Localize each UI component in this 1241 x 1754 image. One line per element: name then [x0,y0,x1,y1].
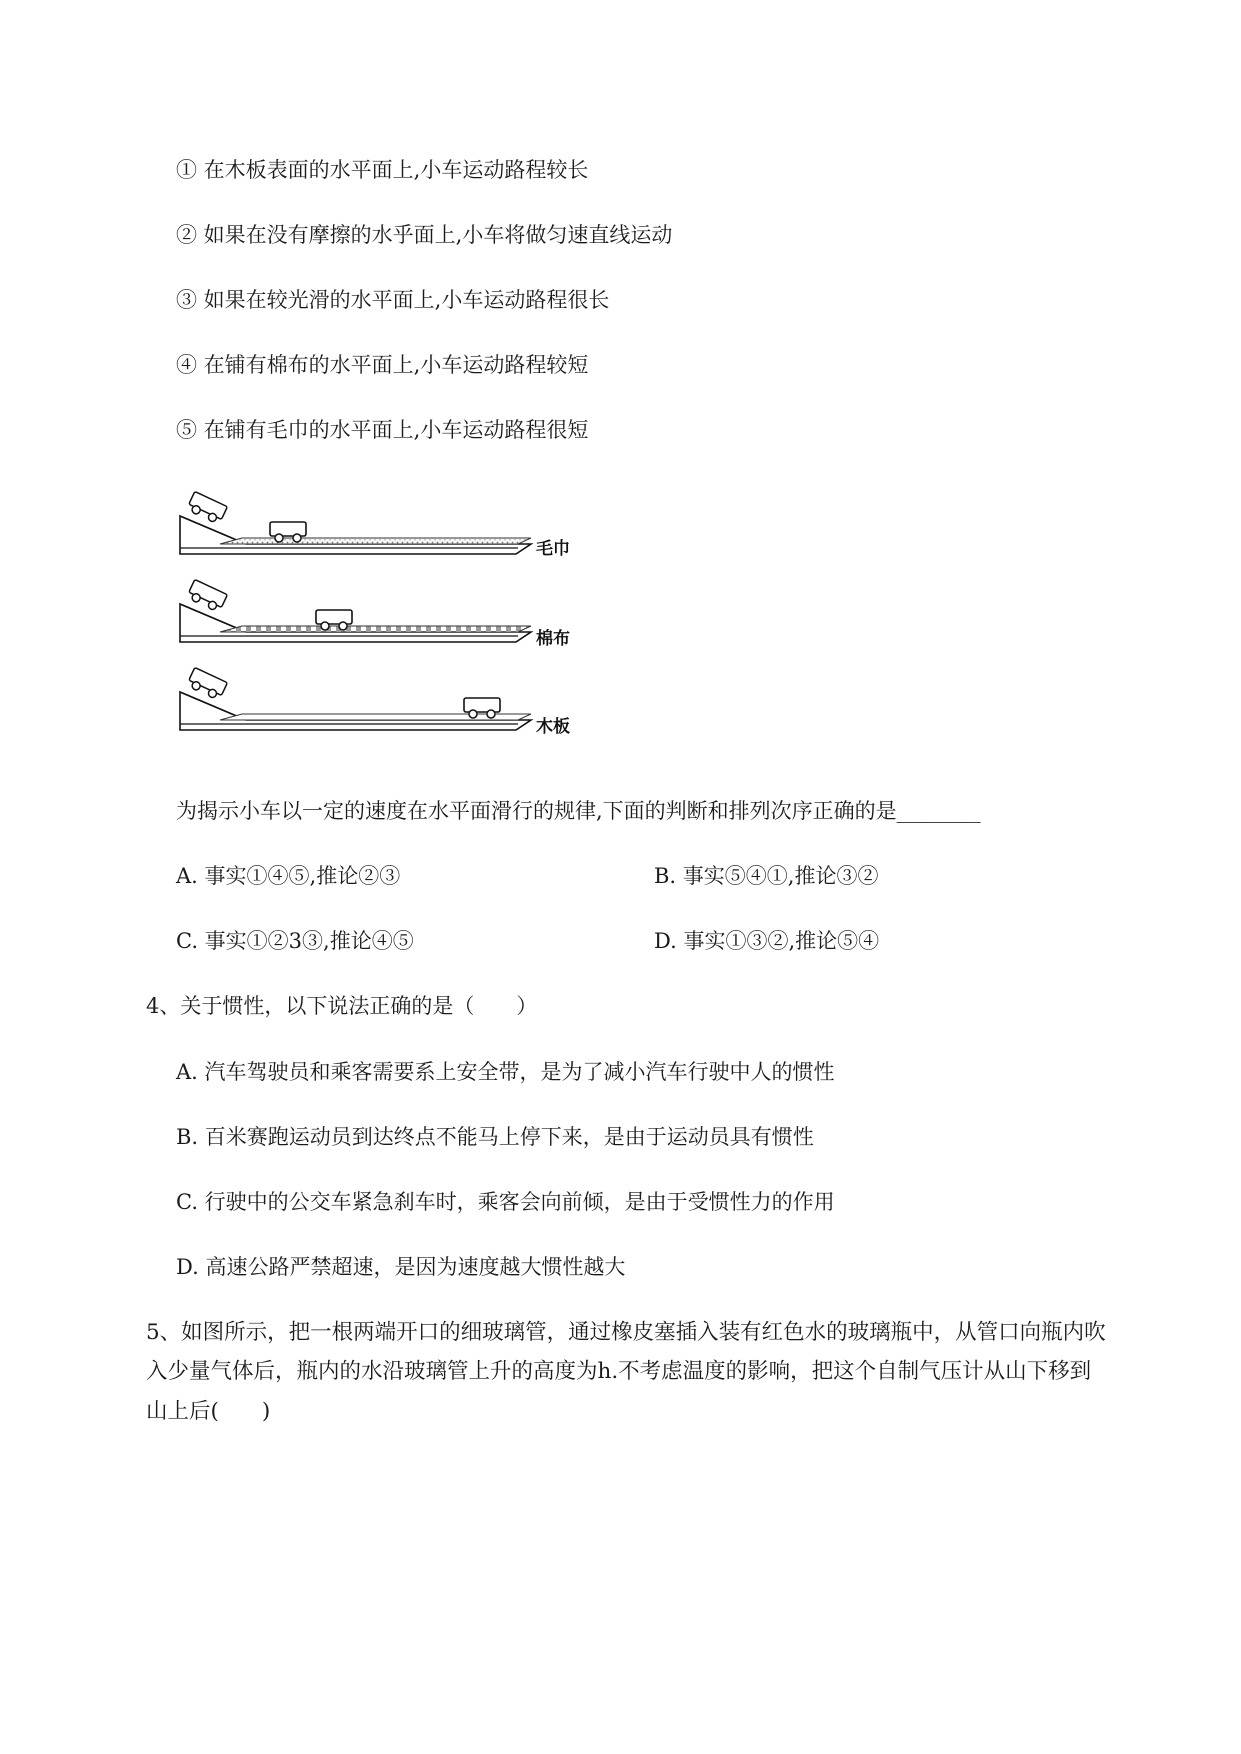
label-cloth: 棉布 [536,629,570,649]
q5-line-1: 5、如图所示，把一根两端开口的细玻璃管，通过橡皮塞插入装有红色水的玻璃瓶中，从管口向瓶内吹 [146,1320,1106,1345]
cart-on-slope [186,491,227,524]
q3-option-a: A. 事实①④⑤,推论②③ [176,864,401,888]
q4-option-a: A. 汽车驾驶员和乘客需要系上安全带，是为了减小汽车行驶中人的惯性 [176,1060,835,1084]
track-board [180,667,570,737]
statement-2: ② 如果在没有摩擦的水乎面上,小车将做匀速直线运动 [176,223,673,247]
cart-on-slope [186,579,227,612]
q5-line-3: 山上后( ) [146,1399,271,1424]
q3-prompt: 为揭示小车以一定的速度在水平面滑行的规律,下面的判断和排列次序正确的是________ [176,799,981,823]
experiment-figure [176,486,596,764]
q4-option-d: D. 高速公路严禁超速，是因为速度越大惯性越大 [176,1255,626,1279]
label-towel: 毛巾 [536,539,570,559]
track-cloth [180,579,570,649]
track-towel [180,491,570,559]
label-board: 木板 [536,717,570,737]
statement-3: ③ 如果在较光滑的水平面上,小车运动路程很长 [176,288,610,312]
q5-line-2: 入少量气体后，瓶内的水沿玻璃管上升的高度为h.不考虑温度的影响，把这个自制气压计从山下移到 [146,1359,1092,1384]
cart-on-slope [186,667,227,700]
statement-1: ① 在木板表面的水平面上,小车运动路程较长 [176,158,589,182]
q3-option-c: C. 事实①②3③,推论④⑤ [176,929,414,953]
q4-option-b: B. 百米赛跑运动员到达终点不能马上停下来，是由于运动员具有惯性 [176,1125,814,1149]
q4-option-c: C. 行驶中的公交车紧急刹车时，乘客会向前倾，是由于受惯性力的作用 [176,1190,835,1214]
q3-option-b: B. 事实⑤④①,推论③② [654,864,879,888]
q3-option-d: D. 事实①③②,推论⑤④ [654,929,880,953]
statement-5: ⑤ 在铺有毛巾的水平面上,小车运动路程很短 [176,418,589,442]
statement-4: ④ 在铺有棉布的水平面上,小车运动路程较短 [176,353,589,377]
q4-stem: 4、关于惯性，以下说法正确的是（ ） [146,994,538,1018]
